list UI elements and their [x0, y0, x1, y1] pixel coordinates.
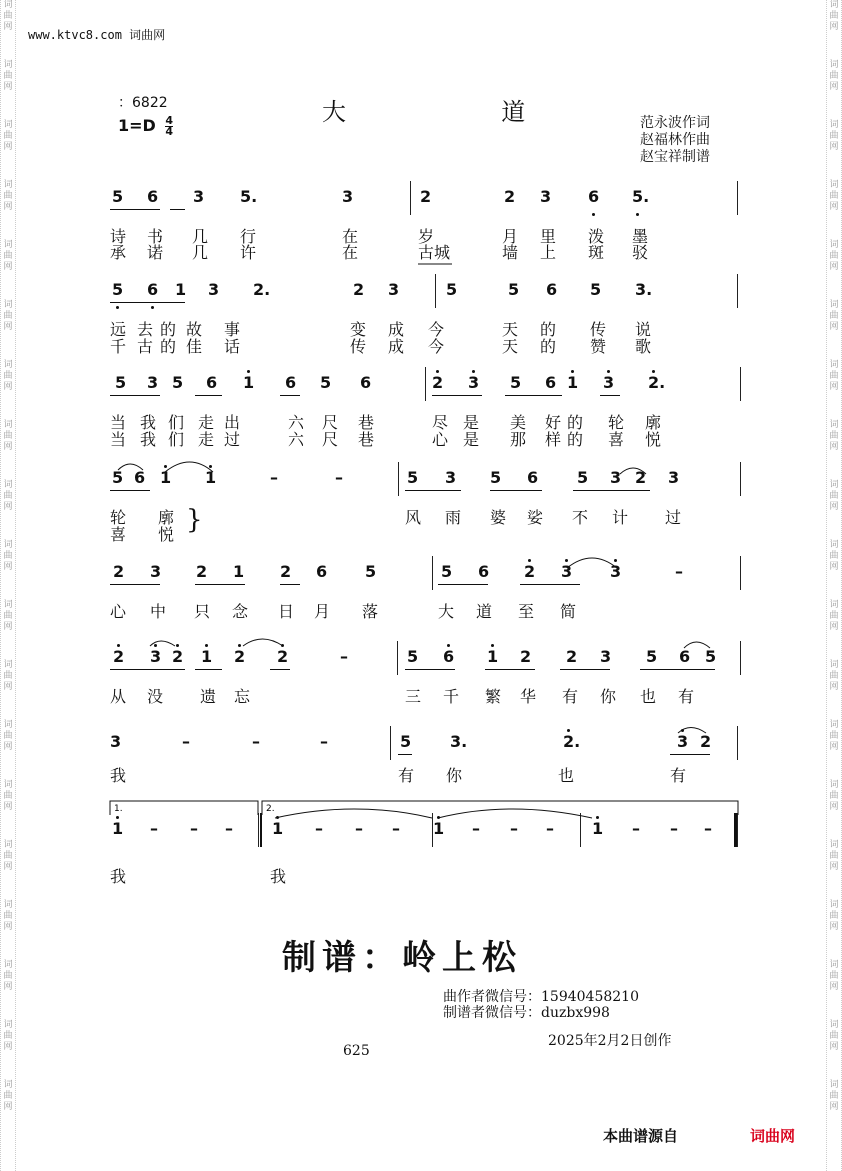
lyric-syllable: 月 — [502, 227, 519, 246]
lyric-syllable: 今 — [428, 320, 445, 339]
note: – — [340, 647, 348, 666]
lyric-syllable: 墨 — [632, 227, 649, 246]
side-watermark-text: 词 曲 网 — [3, 780, 13, 812]
lyric-syllable: 你 — [446, 766, 463, 785]
lyric-syllable: 古 — [137, 337, 154, 356]
lyric-syllable: 过 — [665, 508, 682, 527]
side-watermark-text: 词 曲 网 — [3, 600, 13, 632]
side-watermark-text: 词 曲 网 — [3, 360, 13, 392]
arranger-credit: 赵宝祥制谱 — [640, 149, 710, 165]
side-watermark-text: 词 曲 网 — [829, 480, 839, 512]
lyric-syllable: 的 — [540, 320, 557, 339]
lyric-syllable: 变 — [350, 320, 367, 339]
lyric-syllable: 简 — [560, 602, 577, 621]
tie — [275, 809, 432, 818]
side-watermark-text: 词 曲 网 — [3, 660, 13, 692]
lyric-syllable: 成 — [388, 320, 405, 339]
note: 1 — [233, 562, 245, 581]
note: 6 — [206, 373, 218, 392]
lyric-syllable: 千 — [443, 687, 460, 706]
note: 2 — [520, 647, 532, 666]
side-watermark-text: 词 曲 网 — [3, 840, 13, 872]
note: 3 — [150, 562, 162, 581]
lyric-syllable: 话 — [224, 337, 241, 356]
lyric-syllable: 去 — [137, 320, 154, 339]
note: – — [270, 468, 278, 487]
lyric-syllable: 远 — [110, 320, 127, 339]
note: 2. — [563, 732, 581, 751]
lyric-syllable: 华 — [520, 687, 537, 706]
note: 6 — [285, 373, 297, 392]
note: 5 — [172, 373, 184, 392]
note: 3 — [208, 280, 220, 299]
note: 5 — [646, 647, 658, 666]
note: – — [704, 819, 712, 838]
note: 2 — [566, 647, 578, 666]
note: 3. — [450, 732, 468, 751]
page-number: 625 — [343, 1043, 370, 1059]
lyric-syllable: 我 — [140, 430, 157, 449]
note: 3 — [561, 562, 573, 581]
side-watermark-text: 词 曲 网 — [3, 180, 13, 212]
lyric-syllable: 古城 — [418, 243, 451, 262]
note: 6 — [360, 373, 372, 392]
lyric-syllable: 喜 — [110, 525, 127, 544]
arranger-signature: 制谱：岭上松 — [282, 938, 522, 978]
lyric-syllable: 遗 — [200, 687, 217, 706]
note: 5 — [112, 468, 124, 487]
lyric-syllable: 我 — [140, 413, 157, 432]
lyric-syllable: 心 — [110, 602, 127, 621]
side-watermark-text: 词 曲 网 — [3, 240, 13, 272]
source-site-link[interactable]: 词曲网 — [750, 1128, 796, 1145]
note: 6 — [147, 280, 159, 299]
note: 2 — [277, 647, 289, 666]
lyric-syllable: 我 — [110, 766, 127, 785]
lyric-syllable: 们 — [168, 413, 185, 432]
note: 5 — [441, 562, 453, 581]
note: – — [472, 819, 480, 838]
note: – — [182, 732, 190, 751]
lyric-syllable: 六 — [288, 430, 305, 449]
side-watermark-text: 词 曲 网 — [829, 900, 839, 932]
note: 5. — [632, 187, 650, 206]
lyric-syllable: 千 — [110, 337, 127, 356]
lyric-syllable: 悦 — [158, 525, 175, 544]
lyric-syllable: 赞 — [590, 337, 607, 356]
side-watermark-text: 词 曲 网 — [829, 660, 839, 692]
side-watermark-text: 词 曲 网 — [829, 1080, 839, 1112]
lyric-syllable: 几 — [192, 227, 209, 246]
side-watermark-text: 词 曲 网 — [3, 540, 13, 572]
side-watermark-text: 词 曲 网 — [829, 0, 839, 32]
lyric-syllable: 雨 — [445, 508, 462, 527]
creation-date: 2025年2月2日创作 — [548, 1033, 672, 1049]
note: 1 — [243, 373, 255, 392]
lyric-syllable: 尺 — [322, 413, 339, 432]
lyric-syllable: 的 — [160, 337, 177, 356]
note: 5 — [590, 280, 602, 299]
note: 2 — [172, 647, 184, 666]
note: 3 — [610, 468, 622, 487]
lyric-syllable: 上 — [540, 243, 557, 262]
tie — [438, 809, 592, 818]
lyric-syllable: 诺 — [147, 243, 164, 262]
note: 1 — [487, 647, 499, 666]
lyric-syllable: 有 — [398, 766, 415, 785]
lyric-syllable: 诗 — [110, 227, 127, 246]
lyric-syllable: 那 — [510, 430, 527, 449]
lyric-syllable: 不 — [572, 508, 589, 527]
volta-bracket-2 — [262, 801, 738, 815]
lyric-syllable: 三 — [405, 687, 422, 706]
lyric-syllable: 好 — [545, 413, 562, 432]
note: 6 — [147, 187, 159, 206]
lyric-syllable: 的 — [567, 430, 584, 449]
note: 3 — [610, 562, 622, 581]
side-watermark-text: 词 曲 网 — [3, 120, 13, 152]
note: 2 — [700, 732, 712, 751]
lyric-syllable: 日 — [278, 602, 295, 621]
lyric-syllable: 月 — [314, 602, 331, 621]
lyric-syllable: 你 — [600, 687, 617, 706]
slur — [165, 462, 213, 472]
lyric-syllable: 落 — [362, 602, 379, 621]
lyric-syllable: 大 — [438, 602, 455, 621]
lyric-syllable: 巷 — [358, 413, 375, 432]
note: – — [225, 819, 233, 838]
lyric-syllable: 悦 — [645, 430, 662, 449]
note: 2 — [432, 373, 444, 392]
note: – — [546, 819, 554, 838]
note: 2 — [353, 280, 365, 299]
song-id: ：6822 — [118, 95, 168, 111]
note: – — [315, 819, 323, 838]
lyric-syllable: 的 — [567, 413, 584, 432]
note: 2 — [234, 647, 246, 666]
site-watermark: www.ktvc8.com 词曲网 — [28, 28, 166, 42]
note: 1 — [201, 647, 213, 666]
slur — [620, 468, 646, 474]
note: 3 — [150, 647, 162, 666]
lyric-syllable: 许 — [240, 243, 257, 262]
note: 3 — [668, 468, 680, 487]
side-watermark-text: 词 曲 网 — [829, 540, 839, 572]
lyric-syllable: 驳 — [632, 243, 649, 262]
lyric-syllable: 样 — [545, 430, 562, 449]
note: 5 — [365, 562, 377, 581]
note: – — [670, 819, 678, 838]
lyric-syllable: 有 — [562, 687, 579, 706]
note: 1 — [592, 819, 604, 838]
note: 5 — [446, 280, 458, 299]
lyric-syllable: 尽 — [432, 413, 449, 432]
lyric-syllable: 尺 — [322, 430, 339, 449]
note: 3 — [342, 187, 354, 206]
lyric-syllable: 在 — [342, 227, 359, 246]
side-watermark-text: 词 曲 网 — [3, 900, 13, 932]
lyric-syllable: 过 — [224, 430, 241, 449]
side-watermark-text: 词 曲 网 — [3, 1080, 13, 1112]
note: 6 — [316, 562, 328, 581]
note: 5 — [407, 647, 419, 666]
lyric-syllable: 从 — [110, 687, 127, 706]
lyric-syllable: 至 — [518, 602, 535, 621]
note: 6 — [134, 468, 146, 487]
note: 3. — [635, 280, 653, 299]
side-watermark-text: 词 曲 网 — [829, 780, 839, 812]
lyric-syllable: 墙 — [502, 243, 519, 262]
note: 5 — [320, 373, 332, 392]
side-watermark-text: 词 曲 网 — [3, 480, 13, 512]
lyric-syllable: 事 — [224, 320, 241, 339]
side-watermark-text: 词 曲 网 — [829, 120, 839, 152]
title-char-1: 大 — [322, 98, 346, 126]
note: 2 — [196, 562, 208, 581]
lyric-syllable: 在 — [342, 243, 359, 262]
title-char-2: 道 — [501, 98, 526, 126]
note: 3 — [603, 373, 615, 392]
lyric-syllable: 道 — [476, 602, 493, 621]
note: 2 — [635, 468, 647, 487]
lyric-syllable: 我 — [270, 867, 287, 886]
note: – — [190, 819, 198, 838]
note: 5 — [400, 732, 412, 751]
side-watermark-text: 词 曲 网 — [3, 720, 13, 752]
lyric-syllable: 的 — [160, 320, 177, 339]
note: 5 — [115, 373, 127, 392]
lyricist-credit: 范永波作词 — [640, 115, 710, 131]
lyric-syllable: 歌 — [635, 337, 652, 356]
note: 6 — [545, 373, 557, 392]
side-watermark-text: 词 曲 网 — [829, 180, 839, 212]
note: 6 — [546, 280, 558, 299]
composer-wechat: 曲作者微信号：15940458210 — [443, 989, 639, 1005]
lyric-syllable: 当 — [110, 430, 127, 449]
note: 5 — [490, 468, 502, 487]
slur — [684, 642, 710, 648]
lyric-syllable: 风 — [405, 508, 422, 527]
side-watermark-text: 词 曲 网 — [829, 840, 839, 872]
lyric-syllable: 行 — [240, 227, 257, 246]
side-watermark-text: 词 曲 网 — [3, 60, 13, 92]
lyric-syllable: 没 — [147, 687, 164, 706]
lyric-syllable: 的 — [540, 337, 557, 356]
side-watermark-text: 词 曲 网 — [829, 600, 839, 632]
note: 5 — [112, 280, 124, 299]
note: 5 — [577, 468, 589, 487]
note: 5 — [510, 373, 522, 392]
lyric-syllable: 计 — [612, 508, 629, 527]
volta-bracket-1 — [110, 801, 258, 815]
note: 3 — [388, 280, 400, 299]
lyric-syllable: 心 — [432, 430, 449, 449]
note: 6 — [588, 187, 600, 206]
lyric-syllable: 成 — [388, 337, 405, 356]
lyric-syllable: 六 — [288, 413, 305, 432]
side-watermark-text: 词 曲 网 — [3, 960, 13, 992]
note: 1 — [175, 280, 187, 299]
note: 3 — [600, 647, 612, 666]
lyric-syllable: 泼 — [588, 227, 605, 246]
side-watermark-text: 词 曲 网 — [3, 0, 13, 32]
note: – — [150, 819, 158, 838]
side-watermark-text: 词 曲 网 — [829, 300, 839, 332]
lyric-syllable: 说 — [635, 320, 652, 339]
slur — [150, 641, 175, 646]
slur — [567, 558, 617, 568]
note: 3 — [193, 187, 205, 206]
lyric-syllable: 几 — [192, 243, 209, 262]
note: – — [335, 468, 343, 487]
side-watermark-text: 词 曲 网 — [829, 960, 839, 992]
lyric-syllable: 天 — [502, 337, 519, 356]
lyric-syllable: 廓 — [158, 508, 175, 527]
lyric-syllable: 当 — [110, 413, 127, 432]
note: 5 — [705, 647, 717, 666]
lyric-syllable: 故 — [186, 320, 203, 339]
time-top: 4 — [165, 114, 174, 127]
note: – — [355, 819, 363, 838]
note: 1 — [272, 819, 284, 838]
lyric-syllable: 是 — [463, 413, 480, 432]
arranger-wechat: 制谱者微信号：duzbx998 — [443, 1005, 610, 1021]
note: 6 — [527, 468, 539, 487]
note: 3 — [445, 468, 457, 487]
lyric-syllable: 今 — [428, 337, 445, 356]
note: 3 — [147, 373, 159, 392]
lyric-syllable: 走 — [198, 430, 215, 449]
side-watermark-text: 词 曲 网 — [829, 240, 839, 272]
key-label: 1=D — [118, 116, 156, 135]
lyric-syllable: 美 — [510, 413, 527, 432]
side-watermark-text: 词 曲 网 — [3, 300, 13, 332]
note: – — [632, 819, 640, 838]
note: 5 — [407, 468, 419, 487]
note: 1 — [160, 468, 172, 487]
lyric-syllable: 天 — [502, 320, 519, 339]
lyric-syllable: 我 — [110, 867, 127, 886]
note: 5 — [112, 187, 124, 206]
lyric-syllable: 娑 — [527, 508, 544, 527]
note: 2. — [648, 373, 666, 392]
note: – — [320, 732, 328, 751]
slur — [118, 464, 143, 470]
lyric-syllable: 念 — [232, 602, 249, 621]
lyric-syllable: 传 — [590, 320, 607, 339]
lyric-syllable: 有 — [670, 766, 687, 785]
note: 3 — [468, 373, 480, 392]
note: 2 — [280, 562, 292, 581]
side-watermark-text: 词 曲 网 — [829, 720, 839, 752]
lyric-syllable: 也 — [640, 687, 657, 706]
side-watermark-text: 词 曲 网 — [3, 1020, 13, 1052]
side-watermark-text: 词 曲 网 — [829, 360, 839, 392]
side-watermark-text: 词 曲 网 — [829, 1020, 839, 1052]
lyric-syllable: 承 — [110, 243, 127, 262]
lyric-syllable: 巷 — [358, 430, 375, 449]
lyric-syllable: 传 — [350, 337, 367, 356]
slur — [243, 639, 283, 646]
lyric-syllable: 斑 — [588, 243, 605, 262]
lyric-syllable: 出 — [224, 413, 241, 432]
composer-credit: 赵福林作曲 — [640, 132, 710, 148]
lyric-syllable: 有 — [678, 687, 695, 706]
lyric-syllable: 忘 — [234, 687, 251, 706]
note: 1 — [205, 468, 217, 487]
note: – — [252, 732, 260, 751]
lyric-syllable: 是 — [463, 430, 480, 449]
lyric-syllable: 喜 — [608, 430, 625, 449]
side-watermark-text: 词 曲 网 — [829, 60, 839, 92]
note: – — [510, 819, 518, 838]
verse-brace: } — [186, 505, 203, 535]
lyric-syllable: 轮 — [608, 413, 625, 432]
note: – — [675, 562, 683, 581]
note: 1 — [112, 819, 124, 838]
lyric-syllable: 里 — [540, 227, 557, 246]
lyric-syllable: 走 — [198, 413, 215, 432]
slur — [678, 728, 706, 734]
note: 2 — [113, 647, 125, 666]
lyric-syllable: 轮 — [110, 508, 127, 527]
lyric-syllable: 也 — [558, 766, 575, 785]
lyric-syllable: 佳 — [186, 337, 203, 356]
volta-label-2: 2. — [266, 804, 275, 814]
note: 1 — [433, 819, 445, 838]
note: 5 — [508, 280, 520, 299]
time-bottom: 4 — [165, 125, 174, 138]
note: 2 — [524, 562, 536, 581]
note: 3 — [540, 187, 552, 206]
lyric-syllable: 繁 — [485, 687, 502, 706]
note: – — [392, 819, 400, 838]
note: 6 — [443, 647, 455, 666]
note: 6 — [679, 647, 691, 666]
lyric-syllable: 只 — [194, 602, 211, 621]
lyric-syllable: 岁 — [418, 227, 435, 246]
note: 3 — [677, 732, 689, 751]
note: 2 — [113, 562, 125, 581]
note: 2 — [420, 187, 432, 206]
note: 2. — [253, 280, 271, 299]
volta-label-1: 1. — [114, 804, 123, 814]
lyric-syllable: 中 — [150, 602, 167, 621]
lyric-syllable: 们 — [168, 430, 185, 449]
source-label: 本曲谱源自 — [603, 1128, 679, 1145]
note: 5. — [240, 187, 258, 206]
side-watermark-text: 词 曲 网 — [3, 420, 13, 452]
lyric-syllable: 书 — [147, 227, 164, 246]
note: 1 — [567, 373, 579, 392]
note: 2 — [504, 187, 516, 206]
side-watermark-text: 词 曲 网 — [829, 420, 839, 452]
lyric-syllable: 廓 — [645, 413, 662, 432]
lyric-syllable: 婆 — [490, 508, 507, 527]
note: 6 — [478, 562, 490, 581]
note: 3 — [110, 732, 122, 751]
